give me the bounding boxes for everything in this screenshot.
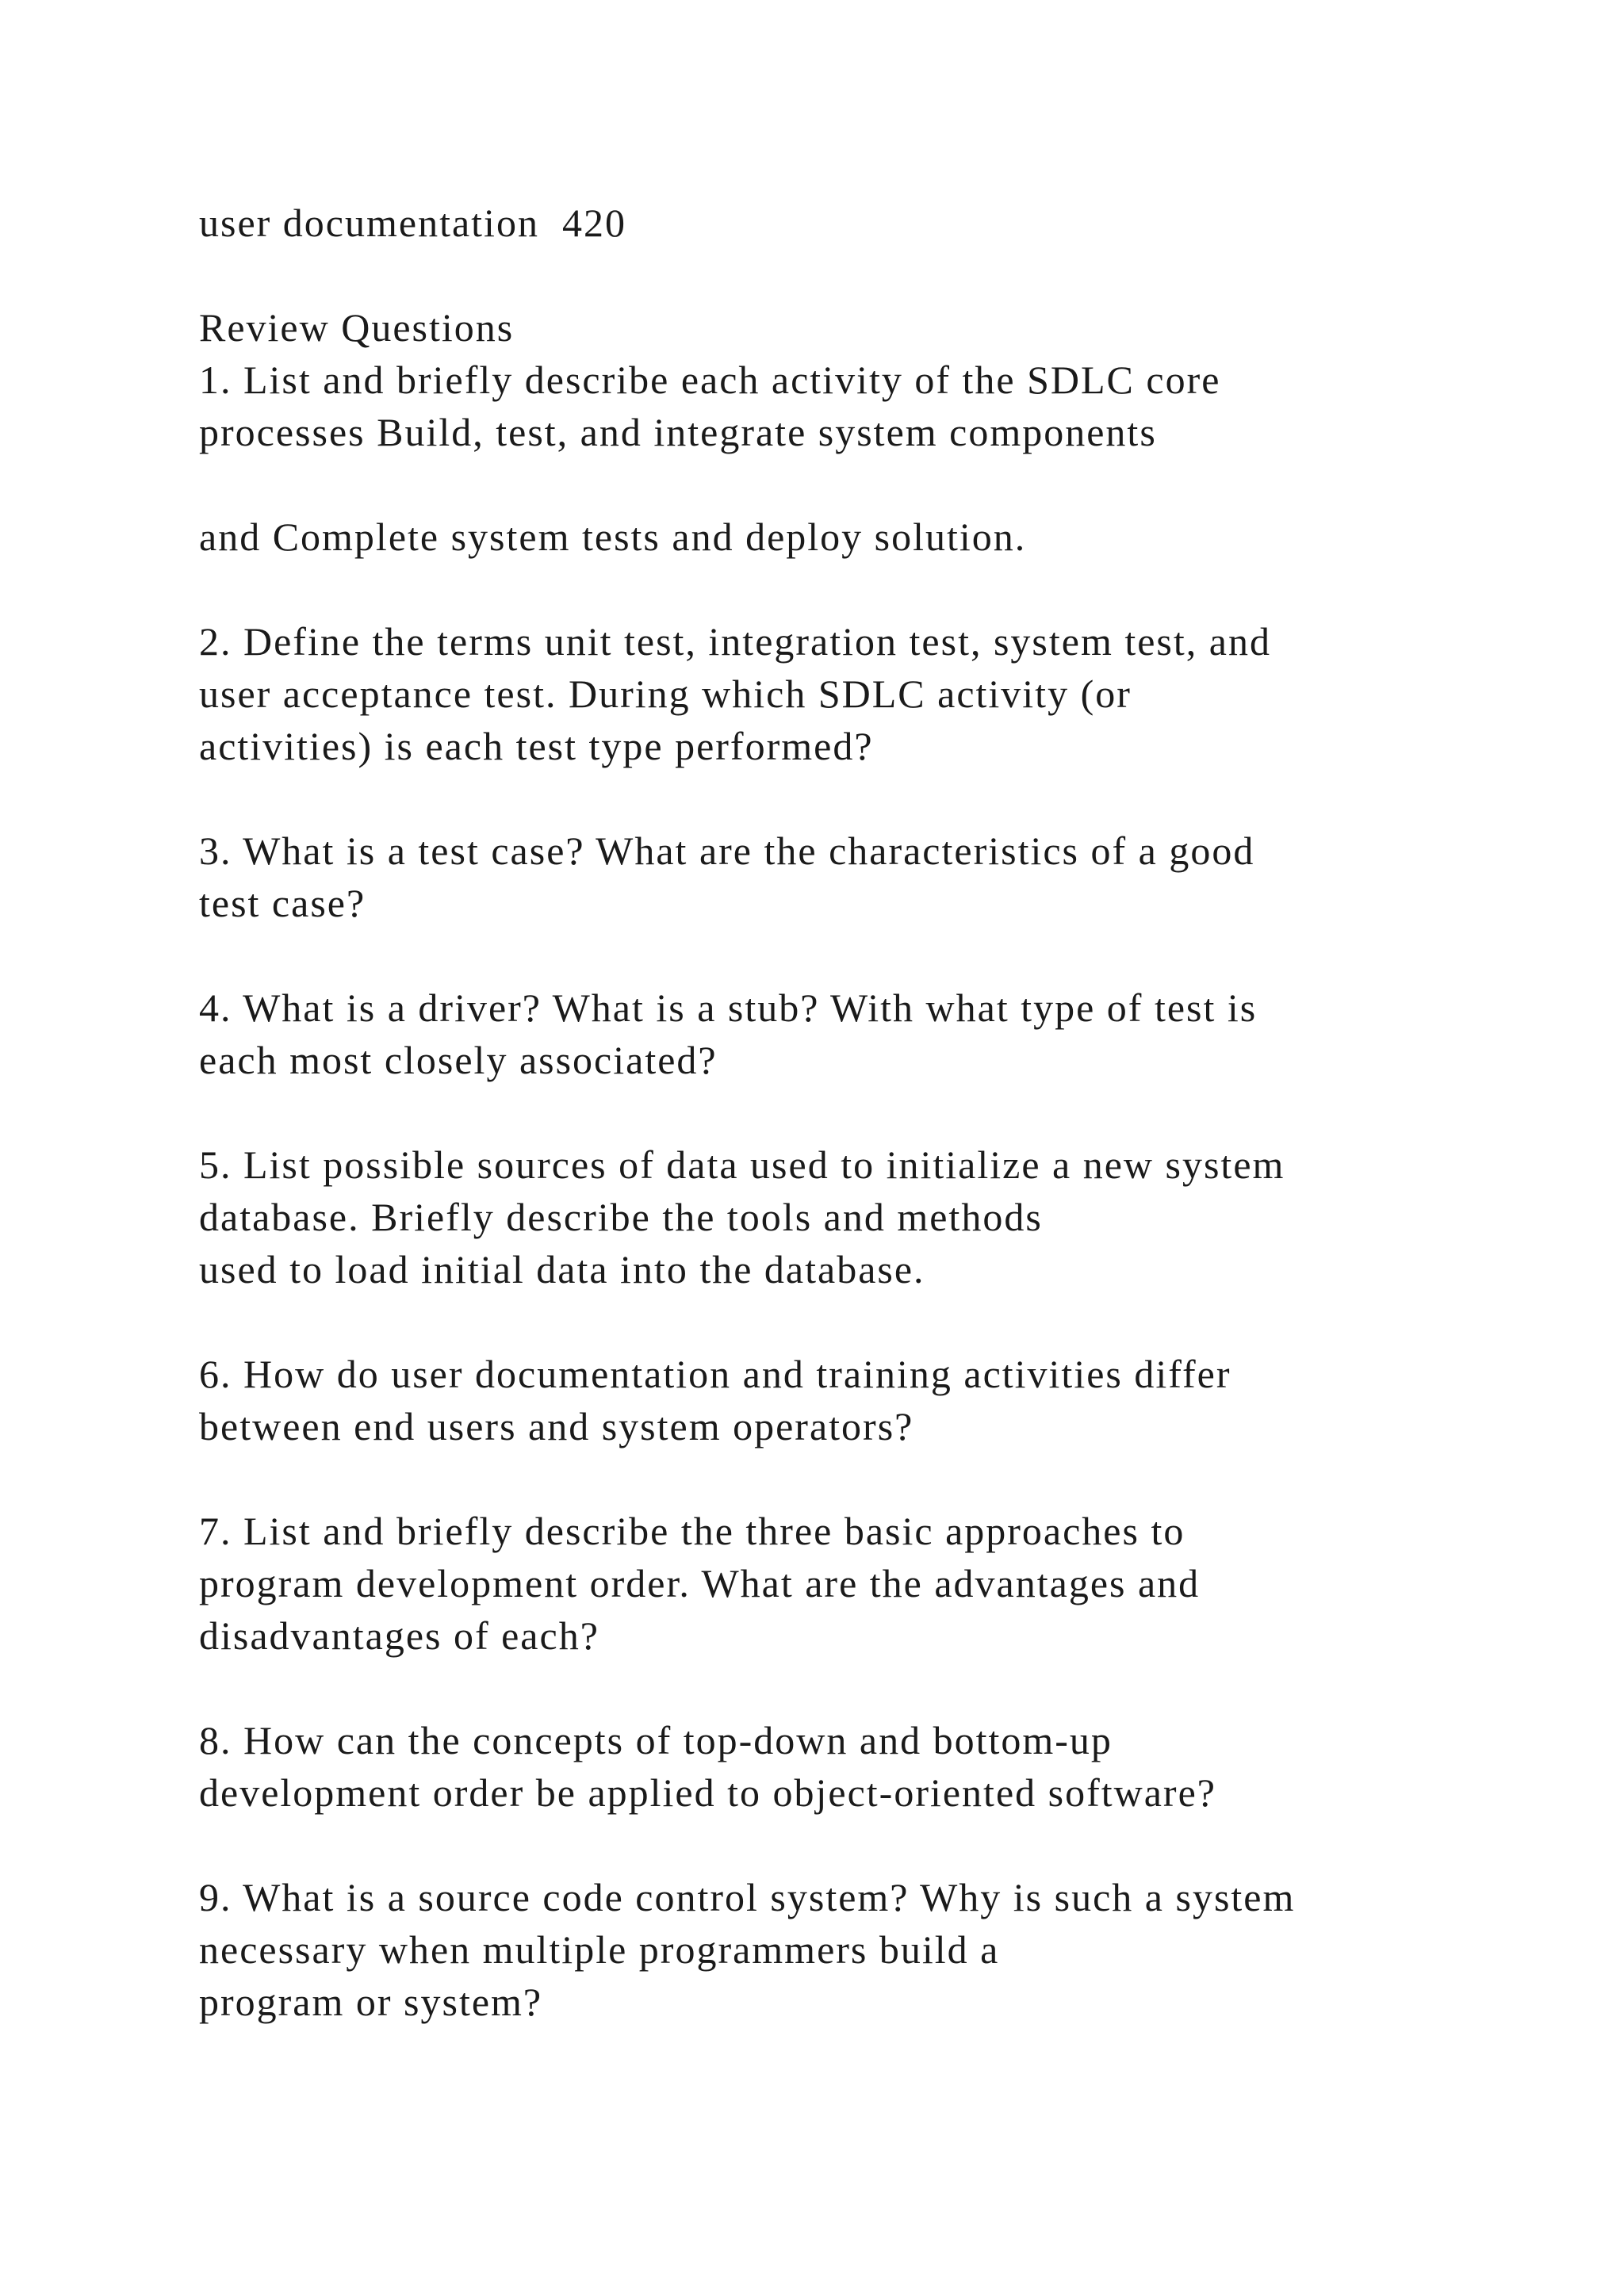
question-7-line-2: program development order. What are the advantages and [199,1561,1201,1605]
question-1-line-1: 1. List and briefly describe each activity of the SDLC core [199,358,1221,402]
question-9-line-2: necessary when multiple programmers build a [199,1927,1000,1972]
question-2-line-2: user acceptance test. During which SDLC activity (or [199,672,1132,716]
question-1-line-3: and Complete system tests and deploy solution. [199,515,1027,559]
question-2-line-3: activities) is each test type performed? [199,724,874,768]
question-7-line-1: 7. List and briefly describe the three basic approaches to [199,1509,1185,1553]
question-8-line-2: development order be applied to object-oriented software? [199,1770,1216,1815]
question-5-line-1: 5. List possible sources of data used to initialize a new system [199,1142,1285,1187]
question-3-line-2: test case? [199,881,366,925]
question-5-line-2: database. Briefly describe the tools and methods [199,1195,1043,1239]
question-3-line-1: 3. What is a test case? What are the characteristics of a good [199,828,1255,873]
question-8-line-1: 8. How can the concepts of top-down and bottom-up [199,1718,1113,1762]
question-5-line-3: used to load initial data into the database. [199,1247,925,1292]
question-2-line-1: 2. Define the terms unit test, integration test, system test, and [199,619,1271,664]
question-6-line-1: 6. How do user documentation and training activities differ [199,1352,1231,1396]
section-title: Review Questions [199,305,515,350]
header-line: user documentation 420 [199,201,626,245]
question-1-line-2: processes Build, test, and integrate system components [199,410,1157,454]
question-6-line-2: between end users and system operators? [199,1404,914,1448]
question-7-line-3: disadvantages of each? [199,1613,599,1658]
question-4-line-2: each most closely associated? [199,1038,718,1082]
question-9-line-3: program or system? [199,1980,543,2024]
question-9-line-1: 9. What is a source code control system? Why is such a system [199,1875,1296,1919]
question-4-line-1: 4. What is a driver? What is a stub? With what type of test is [199,985,1258,1030]
